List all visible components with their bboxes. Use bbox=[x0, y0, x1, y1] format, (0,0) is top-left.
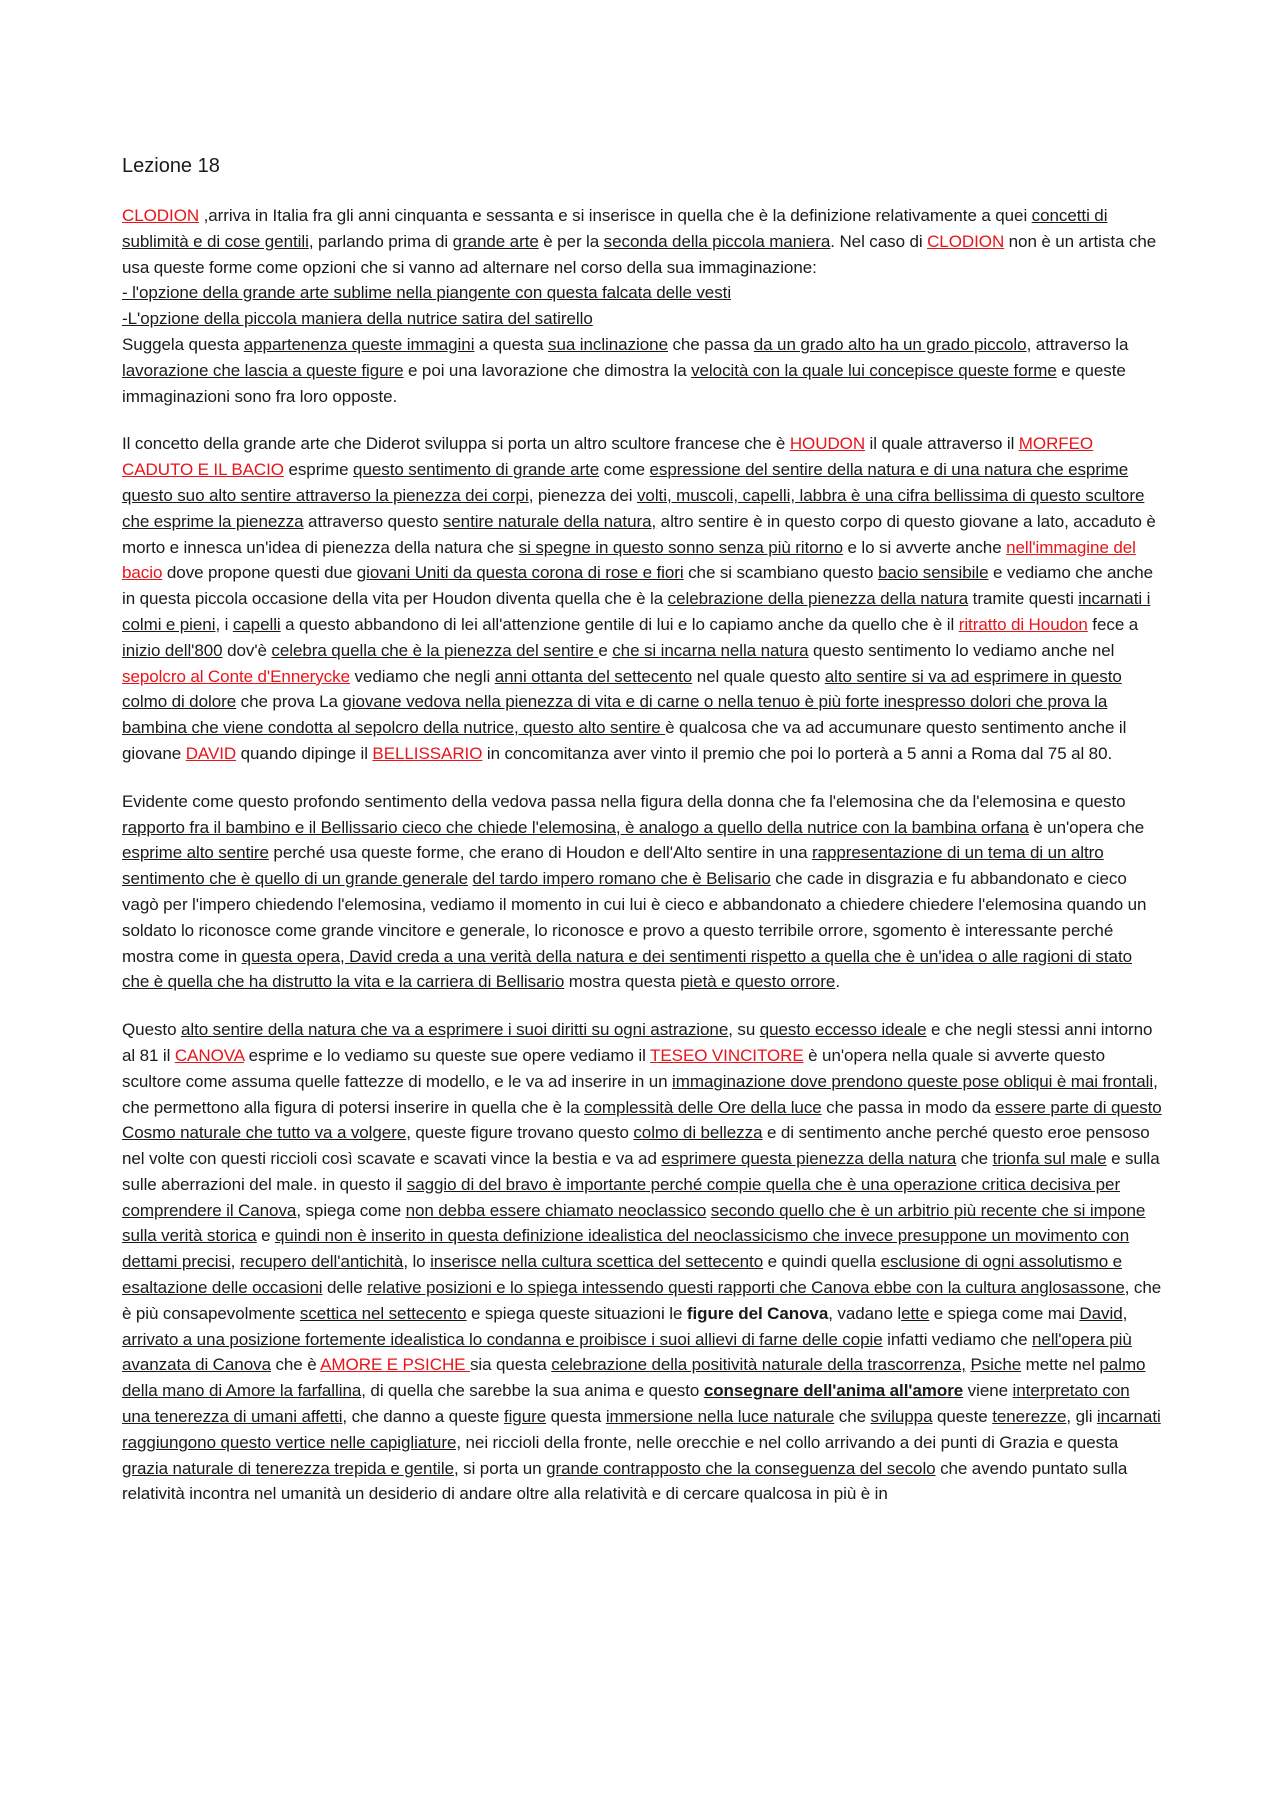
underlined-phrase: palmo della mano di Amore la farfallina bbox=[122, 1355, 1146, 1401]
text-run: viene bbox=[963, 1381, 1013, 1401]
underlined-phrase: non debba essere chiamato neoclassico bbox=[405, 1200, 707, 1220]
highlighted-term: CLODION bbox=[122, 206, 200, 225]
underlined-phrase: incarnati raggiungono questo vertice nelle capigliature, bbox=[122, 1407, 1161, 1452]
highlighted-term: BELLISSARIO bbox=[372, 743, 483, 763]
text-run: dov'è bbox=[222, 640, 272, 660]
underlined-phrase: celebrazione della pienezza della natura bbox=[667, 589, 969, 609]
text-run: è un'opera nella quale si avverte questo scultore come assuma quelle fattezze di modello, e le va ad inserire in un bbox=[122, 1045, 1105, 1091]
text-run: Il concetto della grande arte che Diderot sviluppa si porta un altro scultore francese che è bbox=[122, 434, 790, 454]
text-run: ,arriva in Italia fra gli anni cinquanta e sessanta e si inserisce in quella che è la definizione relativamente a quei bbox=[199, 206, 1032, 225]
text-run: , lo bbox=[403, 1252, 431, 1272]
text-run: , spiega come bbox=[296, 1200, 406, 1220]
underlined-phrase: espressione del sentire della natura e di una natura che esprime questo suo alto sentire attraverso la pienezza dei corpi bbox=[122, 460, 1129, 505]
underlined-phrase: alto sentire si va ad esprimere in questo colmo di dolore bbox=[122, 666, 1122, 712]
text-run: e spiega come mai bbox=[929, 1303, 1080, 1323]
text-run: e bbox=[256, 1226, 276, 1246]
text-run: . bbox=[835, 972, 841, 992]
text-run: che prova La bbox=[236, 692, 343, 712]
text-run: , che danno a queste bbox=[342, 1407, 504, 1427]
text-run: è qualcosa che va ad accumunare questo sentimento anche il giovane bbox=[122, 718, 1127, 763]
text-run: altro sentire è in questo corpo di questo giovane a lato, accaduto è morto e innesca un'idea di pienezza della natura che bbox=[122, 511, 1156, 557]
text-run: è un'opera che bbox=[1028, 817, 1145, 837]
text-run: infatti vediamo che bbox=[882, 1329, 1033, 1349]
text-run: Questo bbox=[122, 1020, 181, 1040]
underlined-phrase: rapporto fra il bambino e il Bellissario cieco che chiede l'elemosina, è analogo a quello della nutrice con la bambina orfana bbox=[122, 817, 1029, 837]
text-run: attraverso questo bbox=[303, 511, 443, 531]
underlined-phrase: interpretato con una tenerezza di umani affetti bbox=[122, 1381, 1130, 1427]
highlighted-term: TESEO VINCITORE bbox=[650, 1045, 804, 1065]
underlined-phrase: inizio dell'800 bbox=[122, 640, 223, 660]
text-run: sia questa bbox=[469, 1355, 552, 1375]
text-run: , che è più consapevolmente bbox=[122, 1278, 1162, 1323]
underlined-phrase: -L'opzione della piccola maniera della nutrice satira del satirello bbox=[122, 309, 593, 329]
text-run: mostra questa bbox=[564, 972, 681, 992]
text-run: perché usa queste forme, che erano di Houdon e dell'Alto sentire in una bbox=[268, 843, 812, 863]
underlined-phrase: sentire naturale della natura, bbox=[442, 511, 657, 531]
underlined-phrase: capelli bbox=[232, 614, 281, 634]
text-run: , i bbox=[215, 614, 233, 634]
highlighted-term: CANOVA bbox=[174, 1045, 245, 1065]
paragraph-houdon bbox=[122, 431, 1162, 766]
text-run: , attraverso la bbox=[1026, 334, 1129, 354]
underlined-phrase: alto sentire della natura che va a esprimere i suoi diritti su ogni astrazione bbox=[180, 1020, 729, 1040]
text-run: , vadano l bbox=[828, 1303, 902, 1323]
highlighted-term: nell'immagine del bacio bbox=[122, 537, 1136, 583]
underlined-phrase: seconda della piccola maniera bbox=[603, 231, 831, 251]
text-run: che si scambiano questo bbox=[683, 563, 878, 583]
underlined-phrase: figure bbox=[503, 1407, 547, 1427]
underlined-phrase: esprimere questa pienezza della natura bbox=[661, 1149, 957, 1169]
paragraph-clodion bbox=[122, 203, 1162, 409]
underlined-phrase: del tardo impero romano che è Belisario bbox=[472, 869, 771, 889]
lesson-title: Lezione 18 bbox=[122, 155, 220, 177]
text-run: questa bbox=[546, 1407, 606, 1427]
underlined-phrase: volti, muscoli, capelli, labbra è una cifra bellissima di questo scultore che esprime la pienezza bbox=[122, 485, 1145, 531]
text-run: , parlando prima di bbox=[308, 231, 453, 251]
underlined-phrase: questo eccesso ideale bbox=[759, 1020, 927, 1040]
underlined-phrase: essere parte di questo Cosmo naturale che tutto va a volgere bbox=[122, 1097, 1162, 1143]
underlined-phrase: si spegne in questo sonno senza più ritorno bbox=[518, 537, 844, 557]
text-run: che bbox=[956, 1149, 993, 1169]
highlighted-term: DAVID bbox=[185, 743, 237, 763]
text-run: e di sentimento anche perché questo eroe pensoso nel volte con questi riccioli così scavate e scavati vince la bestia e va ad bbox=[122, 1123, 1150, 1169]
text-run: in concomitanza aver vinto il premio che poi lo porterà a 5 anni a Roma dal 75 al 80. bbox=[482, 743, 1113, 763]
text-run: , si porta un bbox=[454, 1458, 547, 1478]
underlined-phrase: da un grado alto ha un grado piccolo bbox=[753, 334, 1027, 354]
underlined-phrase: celebrazione della positività naturale della trascorrenza, bbox=[551, 1355, 966, 1375]
underlined-phrase: ette bbox=[901, 1303, 930, 1323]
text-run: che cade in disgrazia e fu abbandonato e cieco vagò per l'impero chiedendo l'elemosina, vediamo il momento in cui lui è cieco e abbandonato a chiedere chiedere l'elemosina quando un soldato lo riconosce come grande vincitore e generale, lo riconosce e provo a questo terribile orrore, sgomento è interessante perché mostra come in bbox=[122, 869, 1147, 966]
underlined-phrase: giovane vedova nella pienezza di vita e di carne o nella tenuo è più forte inespresso dolori che prova la bambina che viene condotta al sepolcro della nutrice, questo alto sentire bbox=[122, 692, 1108, 738]
underlined-phrase: grande arte bbox=[452, 231, 539, 251]
underlined-phrase: bacio sensibile bbox=[877, 563, 989, 583]
text-run: quando dipinge il bbox=[236, 743, 373, 763]
text-run: esprime bbox=[283, 460, 354, 480]
underlined-phrase: anni ottanta del settecento bbox=[494, 666, 693, 686]
underlined-phrase: recupero dell'antichità bbox=[239, 1252, 404, 1272]
text-run: che bbox=[834, 1407, 871, 1427]
text-run: mette nel bbox=[1021, 1355, 1100, 1375]
underlined-phrase: celebra quella che è la pienezza del sentire bbox=[271, 640, 599, 660]
text-run: a questo abbandono di lei all'attenzione gentile di lui e lo capiamo anche da quello che è il bbox=[280, 614, 959, 634]
underlined-phrase: giovani Uniti da questa corona di rose e fiori bbox=[356, 563, 684, 583]
paragraph-canova bbox=[122, 1017, 1162, 1507]
underlined-phrase: secondo quello che è un arbitrio più recente che si impone sulla verità storica bbox=[122, 1200, 1146, 1246]
underlined-phrase: nell'opera più avanzata di Canova bbox=[122, 1329, 1132, 1375]
text-run: è per la bbox=[538, 231, 604, 251]
document-body bbox=[122, 151, 1162, 1529]
underlined-phrase: questa opera, David creda a una verità della natura e dei sentimenti rispetto a quella che è un'idea o alle ragioni di stato che è quella che ha distrutto la vita e la carriera di Bellisario bbox=[122, 946, 1133, 992]
underlined-phrase: pietà e questo orrore bbox=[680, 972, 836, 992]
underlined-phrase: esprime alto sentire bbox=[122, 843, 269, 863]
underlined-phrase: esclusione di ogni assolutismo e esaltazione delle occasioni bbox=[122, 1252, 1122, 1298]
text-run: e poi una lavorazione che dimostra la bbox=[403, 360, 692, 380]
underlined-phrase: rappresentazione di un tema di un altro sentimento che è quello di un grande generale bbox=[122, 843, 1104, 889]
highlighted-term: CLODION bbox=[927, 231, 1005, 251]
underlined-phrase: trionfa sul male bbox=[992, 1149, 1107, 1169]
underlined-phrase: appartenenza queste immagini bbox=[243, 334, 475, 354]
text-run: dove propone questi due bbox=[162, 563, 357, 583]
underlined-phrase: David, arrivato a una posizione fortemente idealistica lo condanna e proibisce i suoi allievi di farne delle copie bbox=[122, 1303, 1128, 1349]
underlined-phrase: immersione nella luce naturale bbox=[605, 1407, 835, 1427]
underlined-phrase: colmo di bellezza bbox=[633, 1123, 763, 1143]
underlined-phrase: tenerezze bbox=[992, 1407, 1067, 1427]
bold-underlined-phrase: consegnare dell'anima all'amore bbox=[703, 1381, 964, 1401]
paragraph-david-belisario bbox=[122, 789, 1162, 995]
text-run: Suggela questa bbox=[122, 334, 244, 354]
text-run: e che negli stessi anni intorno al 81 il bbox=[122, 1020, 1153, 1065]
underlined-phrase: concetti di sublimità e di cose gentili bbox=[122, 206, 1108, 251]
underlined-phrase: Psiche bbox=[970, 1355, 1022, 1375]
highlighted-term: sepolcro al Conte d'Ennerycke bbox=[122, 666, 350, 686]
underlined-phrase: inserisce nella cultura scettica del settecento bbox=[430, 1252, 764, 1272]
text-run: , su bbox=[728, 1020, 760, 1040]
text-run: e lo si avverte anche bbox=[843, 537, 1007, 557]
text-run: e bbox=[598, 640, 613, 660]
underlined-phrase: velocità con la quale lui concepisce queste forme bbox=[691, 360, 1057, 380]
underlined-phrase: quindi non è inserito in questa definizione idealistica del neoclassicismo che invece presuppone un movimento con dettami precisi bbox=[122, 1226, 1130, 1272]
underlined-phrase: complessità delle Ore della luce bbox=[584, 1097, 822, 1117]
text-run: che passa bbox=[667, 334, 754, 354]
underlined-phrase: relative posizioni e lo spiega intessendo questi rapporti che Canova ebbe con la cultura anglosassone bbox=[367, 1278, 1125, 1298]
underlined-phrase: saggio di del bravo è importante perché compie quella che è una operazione critica decisiva per comprendere il Canova bbox=[122, 1174, 1121, 1220]
text-run: vediamo che negli bbox=[350, 666, 495, 686]
text-run: , gli bbox=[1066, 1407, 1097, 1427]
text-run: nei riccioli della fronte, nelle orecchie e nel collo arrivando a dei punti di Grazia e questa bbox=[461, 1432, 1119, 1452]
text-run: il quale attraverso il bbox=[865, 434, 1019, 454]
text-run: esprime e lo vediamo su queste sue opere vediamo il bbox=[244, 1045, 651, 1065]
text-run: che passa in modo da bbox=[821, 1097, 996, 1117]
underlined-phrase: grazia naturale di tenerezza trepida e gentile bbox=[122, 1458, 454, 1478]
text-run: delle bbox=[322, 1278, 368, 1298]
text-run: , queste figure trovano questo bbox=[406, 1123, 634, 1143]
text-run: e vediamo che anche in questa piccola occasione della vita per Houdon diventa quella che è la bbox=[122, 563, 1154, 609]
highlighted-term: MORFEO CADUTO E IL BACIO bbox=[122, 434, 1094, 480]
underlined-phrase: sviluppa bbox=[870, 1407, 933, 1427]
text-run: queste bbox=[932, 1407, 993, 1427]
text-run: non è un artista che usa queste forme come opzioni che si vanno ad alternare nel corso della sua immaginazione: bbox=[122, 231, 1157, 277]
text-run: , di quella che sarebbe la sua anima e questo bbox=[361, 1381, 704, 1401]
text-run: . Nel caso di bbox=[830, 231, 928, 251]
underlined-phrase: che si incarna nella natura bbox=[612, 640, 809, 660]
bold-phrase: figure del Canova bbox=[686, 1303, 829, 1323]
highlighted-term: ritratto di Houdon bbox=[958, 614, 1088, 634]
underlined-phrase: sua inclinazione bbox=[548, 334, 668, 354]
underlined-phrase: - l'opzione della grande arte sublime nella piangente con questa falcata delle vesti bbox=[122, 283, 732, 303]
text-run: e spiega queste situazioni le bbox=[466, 1303, 687, 1323]
underlined-phrase: scettica nel settecento bbox=[299, 1303, 467, 1323]
underlined-phrase: incarnati i colmi e pieni bbox=[122, 589, 1151, 634]
text-run: , pienezza dei bbox=[528, 485, 637, 505]
text-run: , bbox=[230, 1252, 240, 1272]
text-run: come bbox=[599, 460, 650, 480]
text-run: tramite questi bbox=[968, 589, 1079, 609]
underlined-phrase: grande contrapposto che la conseguenza del secolo bbox=[546, 1458, 936, 1478]
text-run: e quindi quella bbox=[763, 1252, 881, 1272]
underlined-phrase: lavorazione che lascia a queste figure bbox=[122, 360, 404, 380]
text-run: , che permettono alla figura di potersi inserire in quella che è la bbox=[122, 1071, 1158, 1117]
underlined-phrase: immaginazione dove prendono queste pose obliqui è mai frontali bbox=[672, 1071, 1154, 1091]
highlighted-term: AMORE E PSICHE bbox=[320, 1355, 470, 1375]
text-run: che avendo puntato sulla relatività incontra nel umanità un desiderio di andare oltre alla relatività e di cercare qualcosa in più è in bbox=[122, 1458, 1128, 1504]
text-run: questo sentimento lo vediamo anche nel bbox=[808, 640, 1115, 660]
text-run: Evidente come questo profondo sentimento della vedova passa nella figura della donna che fa l'elemosina che da l'elemosina e questo bbox=[122, 791, 1126, 811]
text-run: e sulla sulle aberrazioni del male. in questo il bbox=[122, 1149, 1160, 1194]
text-run: fece a bbox=[1087, 614, 1139, 634]
highlighted-term: HOUDON bbox=[789, 434, 866, 454]
text-run: che è bbox=[270, 1355, 321, 1375]
text-run: a questa bbox=[474, 334, 548, 354]
text-run: nel quale questo bbox=[692, 666, 825, 686]
underlined-phrase: questo sentimento di grande arte bbox=[353, 460, 600, 480]
text-run: e queste immaginazioni sono fra loro opposte. bbox=[122, 360, 1126, 406]
